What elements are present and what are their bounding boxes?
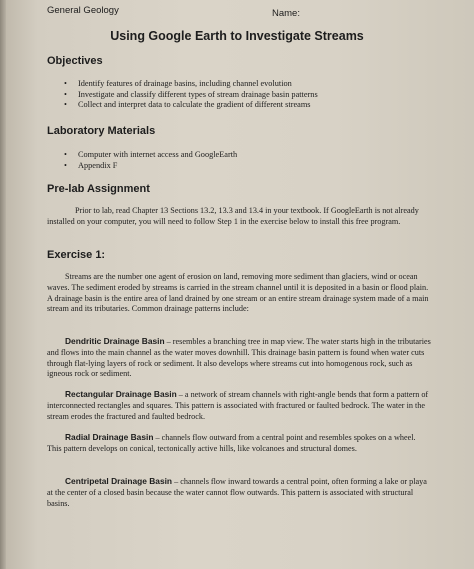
course-name: General Geology bbox=[47, 5, 119, 16]
pattern-name: Dendritic Drainage Basin bbox=[65, 336, 165, 346]
pattern-name: Radial Drainage Basin bbox=[65, 432, 154, 442]
pattern-description: – resembles a branching tree in map view. The water starts high in the tributaries and flows into the main channel as the water moves downhill. This drainage basin pattern is found when water cuts through flat-lying layers of rock or sediment. It also develops where streams cut into homogenous rock, such as igneous rock or sediment. bbox=[47, 337, 431, 379]
list-item: • Appendix F bbox=[64, 161, 454, 172]
list-item: • Collect and interpret data to calculate the gradient of different streams bbox=[64, 100, 454, 111]
pattern-description: – channels flow outward from a central point and resembles spokes on a wheel. This pattern develops on conical, tectonically active hills, like volcanoes and structural domes. bbox=[47, 433, 416, 453]
prelab-paragraph: Prior to lab, read Chapter 13 Sections 13.2, 13.3 and 13.4 in your textbook. If GoogleEarth is not already installed on your computer, you will need to follow Step 1 in the exercise below to install this free program. bbox=[47, 206, 419, 226]
objectives-heading: Objectives bbox=[47, 55, 103, 67]
list-item: • Computer with internet access and GoogleEarth bbox=[64, 150, 454, 161]
pattern-description: – a network of stream channels with right-angle bends that form a pattern of interconnected rectangles and squares. This pattern is associated with fractured or faulted bedrock. The water in the stream erodes the fractured and faulted bedrock. bbox=[47, 390, 429, 421]
materials-list bbox=[64, 150, 454, 171]
objectives-list bbox=[64, 79, 454, 111]
pattern-name: Centripetal Drainage Basin bbox=[65, 476, 173, 486]
pattern-name: Rectangular Drainage Basin bbox=[65, 389, 177, 399]
materials-heading: Laboratory Materials bbox=[47, 125, 156, 137]
exercise-heading: Exercise 1: bbox=[47, 249, 106, 261]
rectangular-paragraph bbox=[47, 389, 432, 422]
name-label: Name: bbox=[272, 8, 300, 19]
exercise-intro: Streams are the number one agent of erosion on land, removing more sediment than glaciers, wind or ocean waves. The sediment eroded by streams is carried in the stream channel until it is deposited in a basin or flood plain. A drainage basin is the entire area of land drained by one stream or an entire stream drainage system made of a main stream and its tributaries. Common drainage patterns include: bbox=[47, 272, 429, 314]
radial-paragraph bbox=[47, 432, 432, 455]
pattern-description: – channels flow inward towards a central point, often forming a lake or playa at the center of a closed basin because the water cannot flow outwards. This pattern is associated with structural basins. bbox=[47, 477, 427, 508]
page-title: Using Google Earth to Investigate Streams bbox=[110, 29, 364, 43]
dendritic-paragraph bbox=[47, 336, 432, 380]
list-item: • Identify features of drainage basins, including channel evolution bbox=[64, 79, 454, 90]
list-item: • Investigate and classify different types of stream drainage basin patterns bbox=[64, 90, 454, 101]
prelab-heading: Pre-lab Assignment bbox=[47, 183, 150, 195]
centripetal-paragraph bbox=[47, 476, 432, 509]
